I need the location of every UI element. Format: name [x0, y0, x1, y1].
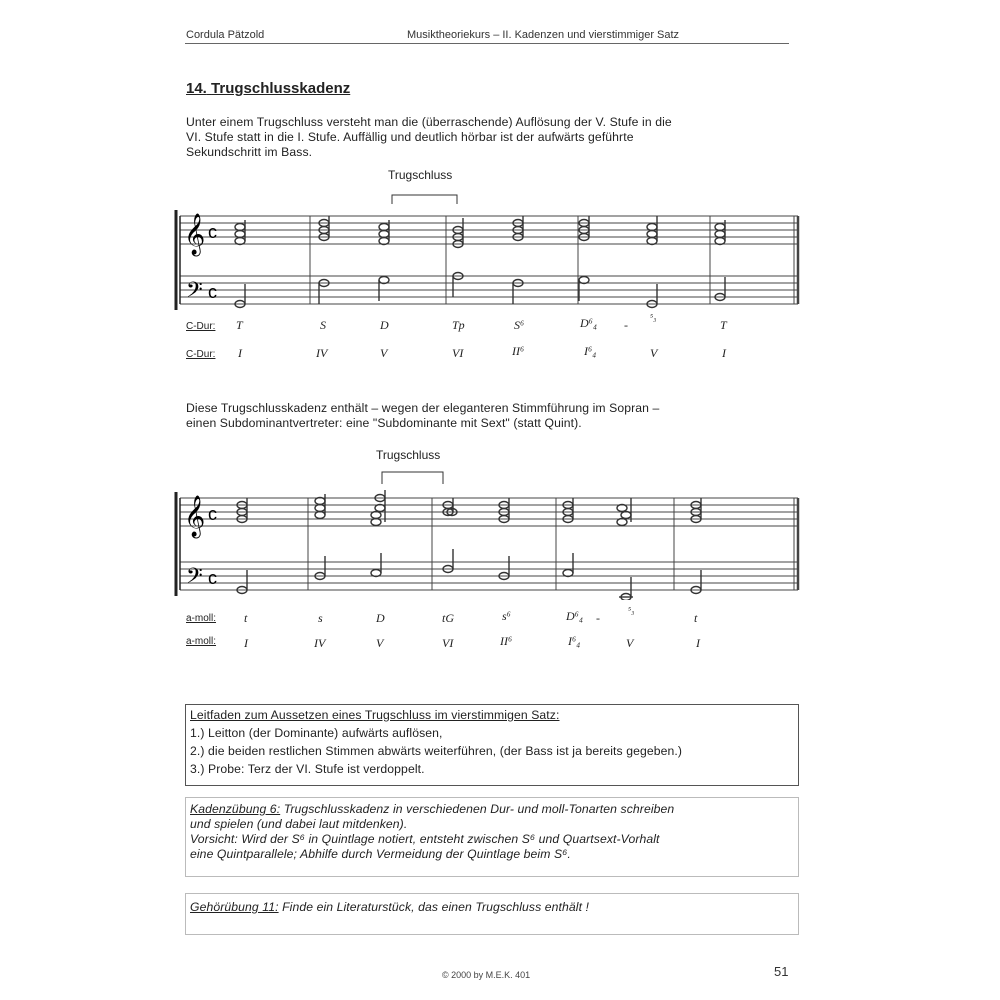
ex2-func-7: - — [596, 611, 600, 625]
example1-score — [170, 180, 810, 320]
ex1-func-d64: D⁶₄ — [580, 316, 598, 330]
header-rule — [185, 43, 789, 44]
ex1-func-dash: - — [624, 318, 628, 332]
section-title — [186, 80, 350, 97]
ex2-step-1: I — [244, 636, 248, 650]
ex2-func-4: tG — [442, 611, 454, 625]
bass-staff — [180, 276, 798, 304]
ex2-step-3: V — [376, 636, 384, 650]
trugschluss-bracket-2 — [382, 472, 443, 484]
bass-clef: 𝄢 — [186, 277, 203, 307]
svg-text:c: c — [208, 504, 217, 524]
ex1-func-t: T — [236, 318, 243, 332]
footer-copyright: © 2000 by M.E.K. 401 — [442, 970, 531, 980]
bass-staff-2 — [180, 562, 798, 590]
listening-text — [190, 900, 589, 915]
example1-row2-label: C-Dur: — [186, 349, 216, 360]
guide-step-1: 1.) Leitton (der Dominante) aufwärts auflösen, — [190, 726, 443, 740]
ex2-func-3: D — [376, 611, 385, 625]
exercise-box — [185, 797, 799, 877]
treble-chords-2 — [237, 490, 701, 526]
example2-row1-label: a-moll: — [186, 613, 217, 624]
listening-task: Finde ein Literaturstück, das einen Trugschluss enthält ! — [282, 900, 590, 914]
chord-7 — [647, 216, 657, 245]
ex1-step-7: V — [650, 346, 658, 360]
ex1-step-8: I — [722, 346, 726, 360]
ex1-func-tp: Tp — [452, 318, 465, 332]
ex1-func-t-final: T — [720, 318, 727, 332]
example1-bracket-label: Trugschluss — [388, 168, 453, 182]
trugschluss-bracket — [392, 195, 457, 204]
exercise-text — [190, 802, 794, 862]
example2-score — [170, 460, 810, 600]
ex2-func-2: s — [318, 611, 323, 625]
middle-line-2: einen Subdominantvertreter: eine "Subdominante mit Sext" (statt Quint). — [186, 416, 582, 430]
guide-step-2: 2.) die beiden restlichen Stimmen abwärts weiterführen, (der Bass ist ja bereits gegeben.) — [190, 744, 683, 758]
ex2-step-8: I — [696, 636, 700, 650]
ex2-step-5: II⁶ — [500, 634, 513, 648]
ex1-step-3: V — [380, 346, 388, 360]
header-author: Cordula Pätzold — [186, 29, 265, 41]
ex2-step-4: VI — [442, 636, 454, 650]
time-signature-bass: c — [208, 282, 217, 302]
example1-row1-label: C-Dur: — [186, 321, 216, 332]
chord-1 — [235, 220, 245, 245]
treble-staff-2 — [180, 498, 798, 526]
bass-notes-2 — [237, 549, 701, 600]
treble-clef: 𝄞 — [184, 213, 206, 254]
ex1-step-2: IV — [316, 346, 328, 360]
exercise-line-2: und spielen (und dabei laut mitdenken). — [190, 817, 408, 831]
treble-staff — [180, 216, 798, 244]
exercise-label: Kadenzübung 6: — [190, 802, 281, 816]
section-number: 14. — [186, 80, 207, 97]
ex2-func-5: s⁶ — [502, 609, 511, 623]
exercise-line-3: Vorsicht: Wird der S⁶ in Quintlage notiert, entsteht zwischen S⁶ und Quartsext-Vorhalt — [190, 832, 660, 846]
bass-clef-2: 𝄢 — [186, 563, 203, 593]
ex2-func-6: D⁶₄ — [566, 609, 584, 623]
chord-3 — [379, 220, 389, 245]
listening-box — [185, 893, 799, 935]
exercise-line-4: eine Quintparallele; Abhilfe durch Vermeidung der Quintlage beim S⁶. — [190, 847, 571, 861]
ex1-step-5: II⁶ — [512, 344, 525, 358]
guide-box — [185, 704, 799, 786]
example2-bracket-label: Trugschluss — [376, 448, 441, 462]
ex1-func-s: S — [320, 318, 326, 332]
page-number: 51 — [774, 964, 789, 979]
header-course: Musiktheoriekurs – II. Kadenzen und vierstimmiger Satz — [407, 29, 680, 41]
ex2-func-9: t — [694, 611, 698, 625]
ex1-func-d: D — [380, 318, 389, 332]
time-signature-treble: c — [208, 222, 217, 242]
chord-4 — [453, 218, 463, 248]
ex1-step-6: I⁶₄ — [584, 344, 597, 358]
ex1-func-53: ⁵₃ — [650, 312, 657, 322]
chord-8 — [715, 220, 725, 245]
example2-row2-label: a-moll: — [186, 636, 217, 647]
intro-line-3: Sekundschritt im Bass. — [186, 145, 313, 159]
ex2-func-1: t — [244, 611, 248, 625]
intro-line-1: Unter einem Trugschluss versteht man die (überraschende) Auflösung der V. Stufe in die — [186, 115, 672, 129]
ex2-step-7: V — [626, 636, 634, 650]
treble-chords — [235, 216, 725, 248]
svg-text:c: c — [208, 568, 217, 588]
guide-step-3: 3.) Probe: Terz der VI. Stufe ist verdoppelt. — [190, 762, 425, 776]
ex2-step-6: I⁶₄ — [568, 634, 581, 648]
treble-clef-2: 𝄞 — [184, 495, 206, 536]
guide-heading: Leitfaden zum Aussetzen eines Trugschluss im vierstimmigen Satz: — [190, 708, 560, 722]
section-title-text: Trugschlusskadenz — [211, 80, 351, 97]
ex1-func-s6: S⁶ — [514, 318, 525, 332]
ex1-step-1: I — [238, 346, 242, 360]
exercise-line-1: Trugschlusskadenz in verschiedenen Dur- und moll-Tonarten schreiben — [283, 802, 675, 816]
ex2-func-8: ⁵₃ — [628, 605, 635, 615]
intro-line-2: VI. Stufe statt in die I. Stufe. Auffällig und deutlich hörbar ist der aufwärts geführte — [186, 130, 634, 144]
middle-line-1: Diese Trugschlusskadenz enthält – wegen der eleganteren Stimmführung im Sopran – — [186, 401, 660, 415]
ex2-step-2: IV — [314, 636, 326, 650]
middle-paragraph — [186, 401, 796, 431]
ex1-step-4: VI — [452, 346, 464, 360]
listening-label: Gehörübung 11: — [190, 900, 279, 914]
intro-paragraph — [186, 115, 796, 160]
